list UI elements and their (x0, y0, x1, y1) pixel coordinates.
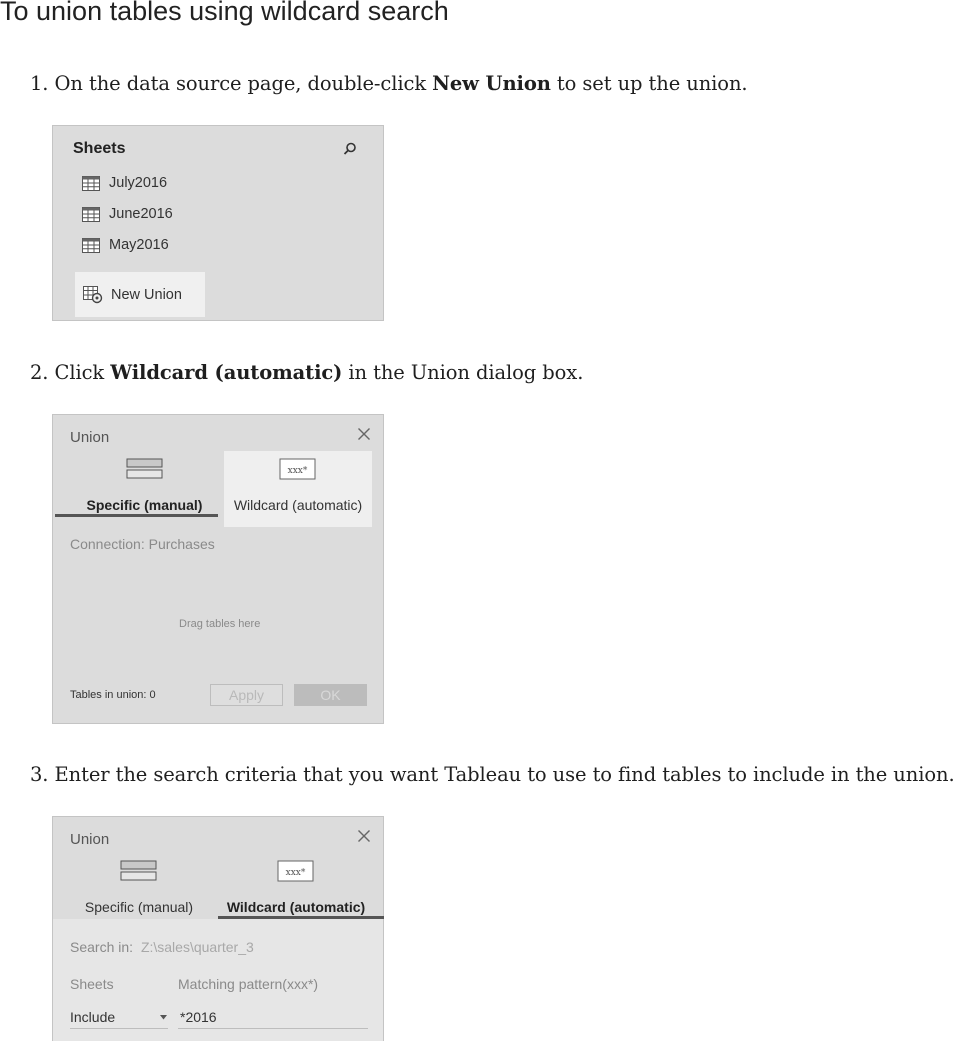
close-icon[interactable] (357, 829, 371, 843)
table-icon (82, 238, 100, 253)
new-union-item[interactable] (75, 272, 205, 317)
pattern-input[interactable]: *2016 (180, 1009, 217, 1025)
chevron-down-icon[interactable] (160, 1015, 167, 1020)
tab-label: Wildcard (automatic) (233, 497, 363, 513)
dialog-title: Union (70, 831, 110, 848)
wildcard-icon-text: xxx* (285, 868, 306, 878)
step-3-number: 3. (30, 763, 49, 786)
step-1-text-before: On the data source page, double-click (54, 72, 433, 95)
dialog-title: Union (70, 429, 110, 446)
search-icon[interactable] (343, 142, 357, 156)
union-dialog-manual (52, 414, 384, 724)
sheets-title: Sheets (73, 140, 126, 157)
sheet-item-label: May2016 (109, 237, 169, 253)
ok-button[interactable]: OK (294, 684, 367, 706)
step-3 (30, 763, 955, 786)
search-in-label-text: Search in: (70, 939, 134, 955)
tab-specific-manual[interactable] (75, 853, 203, 918)
drag-tables-hint: Drag tables here (179, 618, 261, 630)
step-2-text-after: in the Union dialog box. (342, 361, 584, 384)
table-icon (82, 207, 100, 222)
wildcard-icon-text: xxx* (287, 466, 308, 476)
step-2-bold: Wildcard (automatic) (110, 361, 343, 384)
step-1-text-after: to set up the union. (550, 72, 748, 95)
tab-label: Specific (manual) (86, 497, 203, 513)
step-3-text: Enter the search criteria that you want Tableau to use to find tables to include in the union. (54, 763, 955, 786)
new-union-label: New Union (111, 286, 182, 303)
tab-wildcard-automatic[interactable] (221, 853, 371, 918)
wildcard-icon (277, 859, 315, 883)
sheet-item-label: July2016 (109, 175, 168, 191)
tables-in-union-count: Tables in union: 0 (70, 689, 156, 701)
stacked-tables-icon (126, 457, 164, 481)
pattern-underline (178, 1028, 368, 1029)
search-in-path: Z:\sales\quarter_3 (140, 939, 254, 955)
apply-button[interactable]: Apply (210, 684, 283, 706)
step-2 (30, 361, 583, 384)
sheet-item-june2016[interactable] (82, 204, 173, 224)
sheet-item-may2016[interactable] (82, 235, 169, 255)
include-dropdown[interactable]: Include (70, 1009, 116, 1025)
page-heading: To union tables using wildcard search (0, 0, 449, 26)
step-1 (30, 72, 748, 95)
sheet-item-july2016[interactable] (82, 173, 167, 193)
sheets-label: Sheets (70, 976, 114, 992)
include-underline (70, 1028, 168, 1029)
matching-pattern-label: Matching pattern(xxx*) (178, 976, 319, 992)
tab-label: Wildcard (automatic) (226, 899, 366, 915)
tab-label: Specific (manual) (84, 899, 194, 915)
stacked-tables-icon (120, 859, 158, 883)
wildcard-icon (279, 457, 317, 481)
sheets-panel (52, 125, 384, 321)
step-1-bold: New Union (432, 72, 551, 95)
union-dialog-wildcard (52, 816, 384, 1041)
search-in-label (70, 939, 254, 955)
connection-label: Connection: Purchases (70, 536, 215, 552)
tab-wildcard-automatic[interactable] (224, 451, 372, 527)
step-2-number: 2. (30, 361, 49, 384)
step-2-text-before: Click (54, 361, 111, 384)
step-1-number: 1. (30, 72, 49, 95)
close-icon[interactable] (357, 427, 371, 441)
new-union-icon (83, 286, 103, 304)
active-tab-underline (55, 514, 218, 517)
table-icon (82, 176, 100, 191)
tab-specific-manual[interactable] (67, 451, 222, 516)
sheet-item-label: June2016 (109, 206, 173, 222)
